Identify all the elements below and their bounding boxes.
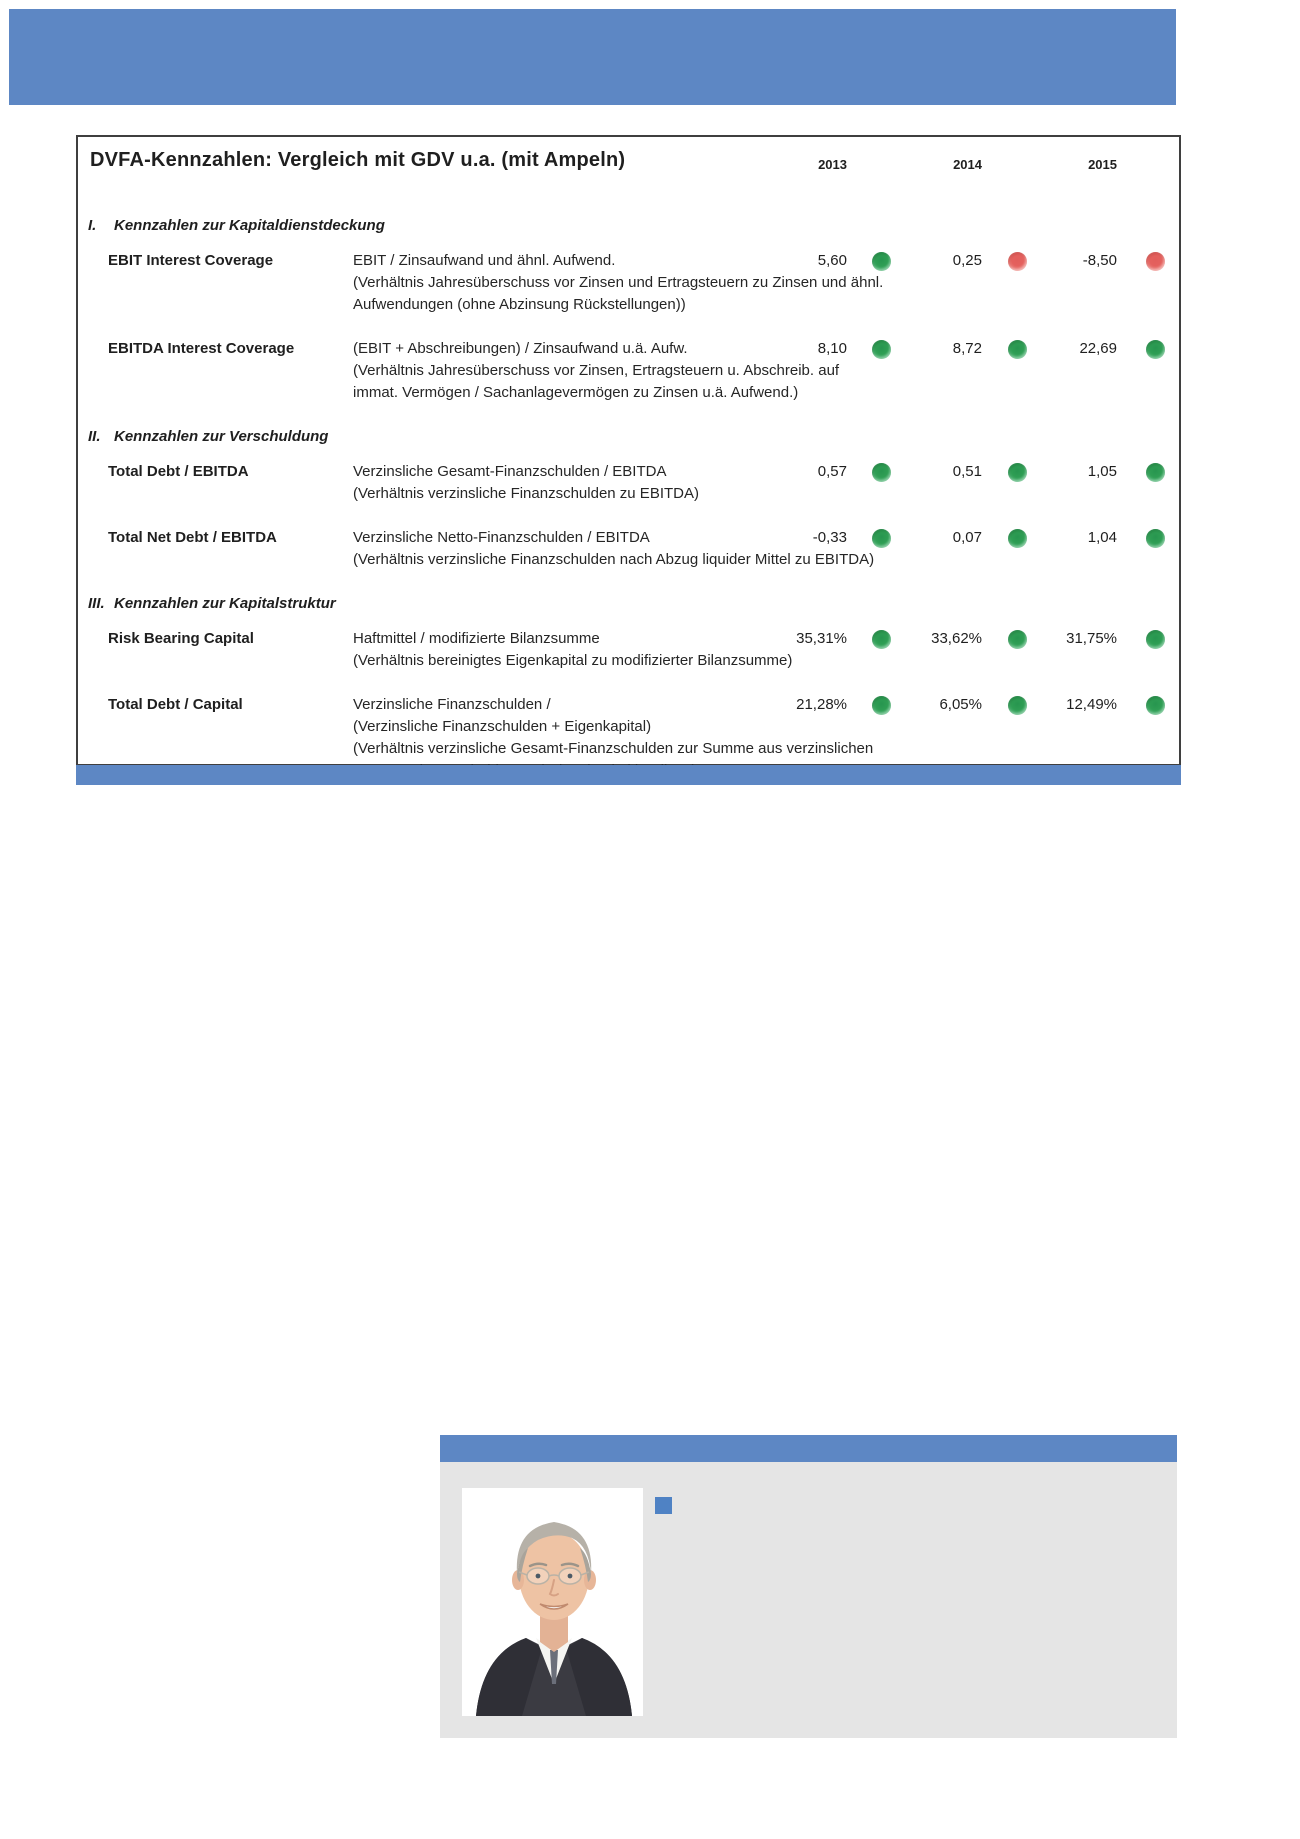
section-heading-label: Kennzahlen zur Kapitalstruktur xyxy=(114,595,336,612)
description-line: Verzinsliche Gesamt-Finanzschulden / EBITDA xyxy=(353,463,667,480)
description-line: (Verhältnis verzinsliche Finanzschulden zu EBITDA) xyxy=(353,485,699,502)
value-2014: 33,62% xyxy=(931,630,982,647)
bottom-panel-header-bar xyxy=(440,1435,1177,1462)
metric-label: Total Debt / Capital xyxy=(108,696,243,713)
description-line: (Verhältnis bereinigtes Eigenkapital zu modifizierter Bilanzsumme) xyxy=(353,652,793,669)
value-2014: 6,05% xyxy=(939,696,982,713)
section-heading xyxy=(78,215,1179,237)
section-kapitalstruktur xyxy=(78,593,1179,782)
metric-row-total-debt-ebitda xyxy=(78,461,1179,505)
metric-label: Total Net Debt / EBITDA xyxy=(108,529,277,546)
column-header-2014: 2014 xyxy=(953,157,982,172)
table-footer-bar xyxy=(76,765,1181,785)
metric-label: EBITDA Interest Coverage xyxy=(108,340,295,357)
metric-row-ebit-interest-coverage xyxy=(78,250,1179,316)
value-2013: 35,31% xyxy=(796,630,847,647)
metric-row-ebitda-interest-coverage xyxy=(78,338,1179,404)
blue-square-bullet-icon xyxy=(655,1497,672,1514)
section-heading-label: Kennzahlen zur Kapitaldienstdeckung xyxy=(114,217,385,234)
metric-row-risk-bearing-capital xyxy=(78,628,1179,672)
traffic-light-icon-2014 xyxy=(1008,696,1027,715)
value-2014: 0,07 xyxy=(952,529,982,546)
traffic-light-icon-2014 xyxy=(1008,252,1027,271)
value-2015: 1,05 xyxy=(1087,463,1117,480)
description-line: (Verhältnis Jahresüberschuss vor Zinsen und Ertragsteuern zu Zinsen und ähnl. xyxy=(353,274,884,291)
value-2015: -8,50 xyxy=(1082,252,1117,269)
column-header-2013: 2013 xyxy=(818,157,847,172)
value-2015: 31,75% xyxy=(1066,630,1117,647)
page-title: DVFA-Kennzahlen: Vergleich mit GDV u.a. (mit Ampeln) xyxy=(90,149,626,171)
traffic-light-icon-2015 xyxy=(1146,463,1165,482)
kennzahlen-table xyxy=(76,135,1181,766)
value-2013: 0,57 xyxy=(817,463,847,480)
traffic-light-icon-2015 xyxy=(1146,252,1165,271)
value-2013: 21,28% xyxy=(796,696,847,713)
traffic-light-icon-2013 xyxy=(872,252,891,271)
value-2013: 8,10 xyxy=(817,340,847,357)
metric-label: Total Debt / EBITDA xyxy=(108,463,249,480)
traffic-light-icon-2014 xyxy=(1008,630,1027,649)
value-2014: 0,25 xyxy=(952,252,982,269)
bottom-panel-body xyxy=(440,1462,1177,1738)
value-2014: 8,72 xyxy=(952,340,982,357)
metric-label: Risk Bearing Capital xyxy=(108,630,254,647)
traffic-light-icon-2015 xyxy=(1146,696,1165,715)
description-line: (EBIT + Abschreibungen) / Zinsaufwand u.ä. Aufw. xyxy=(353,340,688,357)
description-line: Verzinsliche Finanzschulden / xyxy=(353,696,551,713)
section-heading xyxy=(78,426,1179,448)
section-numeral: II. xyxy=(88,428,101,445)
traffic-light-icon-2014 xyxy=(1008,529,1027,548)
value-2015: 1,04 xyxy=(1087,529,1117,546)
metric-label: EBIT Interest Coverage xyxy=(108,252,274,269)
column-header-2015: 2015 xyxy=(1088,157,1117,172)
metric-row-total-net-debt-ebitda xyxy=(78,527,1179,571)
description-line: (Verhältnis Jahresüberschuss vor Zinsen, Ertragsteuern u. Abschreib. auf xyxy=(353,362,840,379)
description-line: Aufwendungen (ohne Abzinsung Rückstellungen)) xyxy=(353,296,686,313)
top-banner-bar xyxy=(9,9,1176,105)
value-2014: 0,51 xyxy=(952,463,982,480)
description-line: Verzinsliche Netto-Finanzschulden / EBITDA xyxy=(353,529,650,546)
portrait-photo xyxy=(462,1488,643,1716)
section-numeral: III. xyxy=(88,595,105,612)
description-line: immat. Vermögen / Sachanlagevermögen zu Zinsen u.ä. Aufwend.) xyxy=(353,384,799,401)
traffic-light-icon-2014 xyxy=(1008,340,1027,359)
description-line: (Verhältnis verzinsliche Finanzschulden nach Abzug liquider Mittel zu EBITDA) xyxy=(353,551,875,568)
value-2015: 22,69 xyxy=(1079,340,1117,357)
value-2013: -0,33 xyxy=(812,529,847,546)
traffic-light-icon-2015 xyxy=(1146,529,1165,548)
description-line: (Verzinsliche Finanzschulden + Eigenkapital) xyxy=(353,718,652,735)
bottom-panel xyxy=(440,1435,1177,1738)
value-2015: 12,49% xyxy=(1066,696,1117,713)
traffic-light-icon-2013 xyxy=(872,696,891,715)
section-heading xyxy=(78,593,1179,615)
description-line: EBIT / Zinsaufwand und ähnl. Aufwend. xyxy=(353,252,616,269)
section-numeral: I. xyxy=(88,217,97,234)
section-heading-label: Kennzahlen zur Verschuldung xyxy=(114,428,329,445)
section-verschuldung xyxy=(78,426,1179,571)
description-line: (Verhältnis verzinsliche Gesamt-Finanzschulden zur Summe aus verzinslichen xyxy=(353,740,874,757)
traffic-light-icon-2013 xyxy=(872,630,891,649)
section-kapitaldienstdeckung xyxy=(78,215,1179,404)
traffic-light-icon-2013 xyxy=(872,340,891,359)
value-2013: 5,60 xyxy=(817,252,847,269)
description-line: Haftmittel / modifizierte Bilanzsumme xyxy=(353,630,600,647)
traffic-light-icon-2015 xyxy=(1146,630,1165,649)
table-header xyxy=(78,137,1179,193)
traffic-light-icon-2015 xyxy=(1146,340,1165,359)
traffic-light-icon-2014 xyxy=(1008,463,1027,482)
traffic-light-icon-2013 xyxy=(872,529,891,548)
traffic-light-icon-2013 xyxy=(872,463,891,482)
